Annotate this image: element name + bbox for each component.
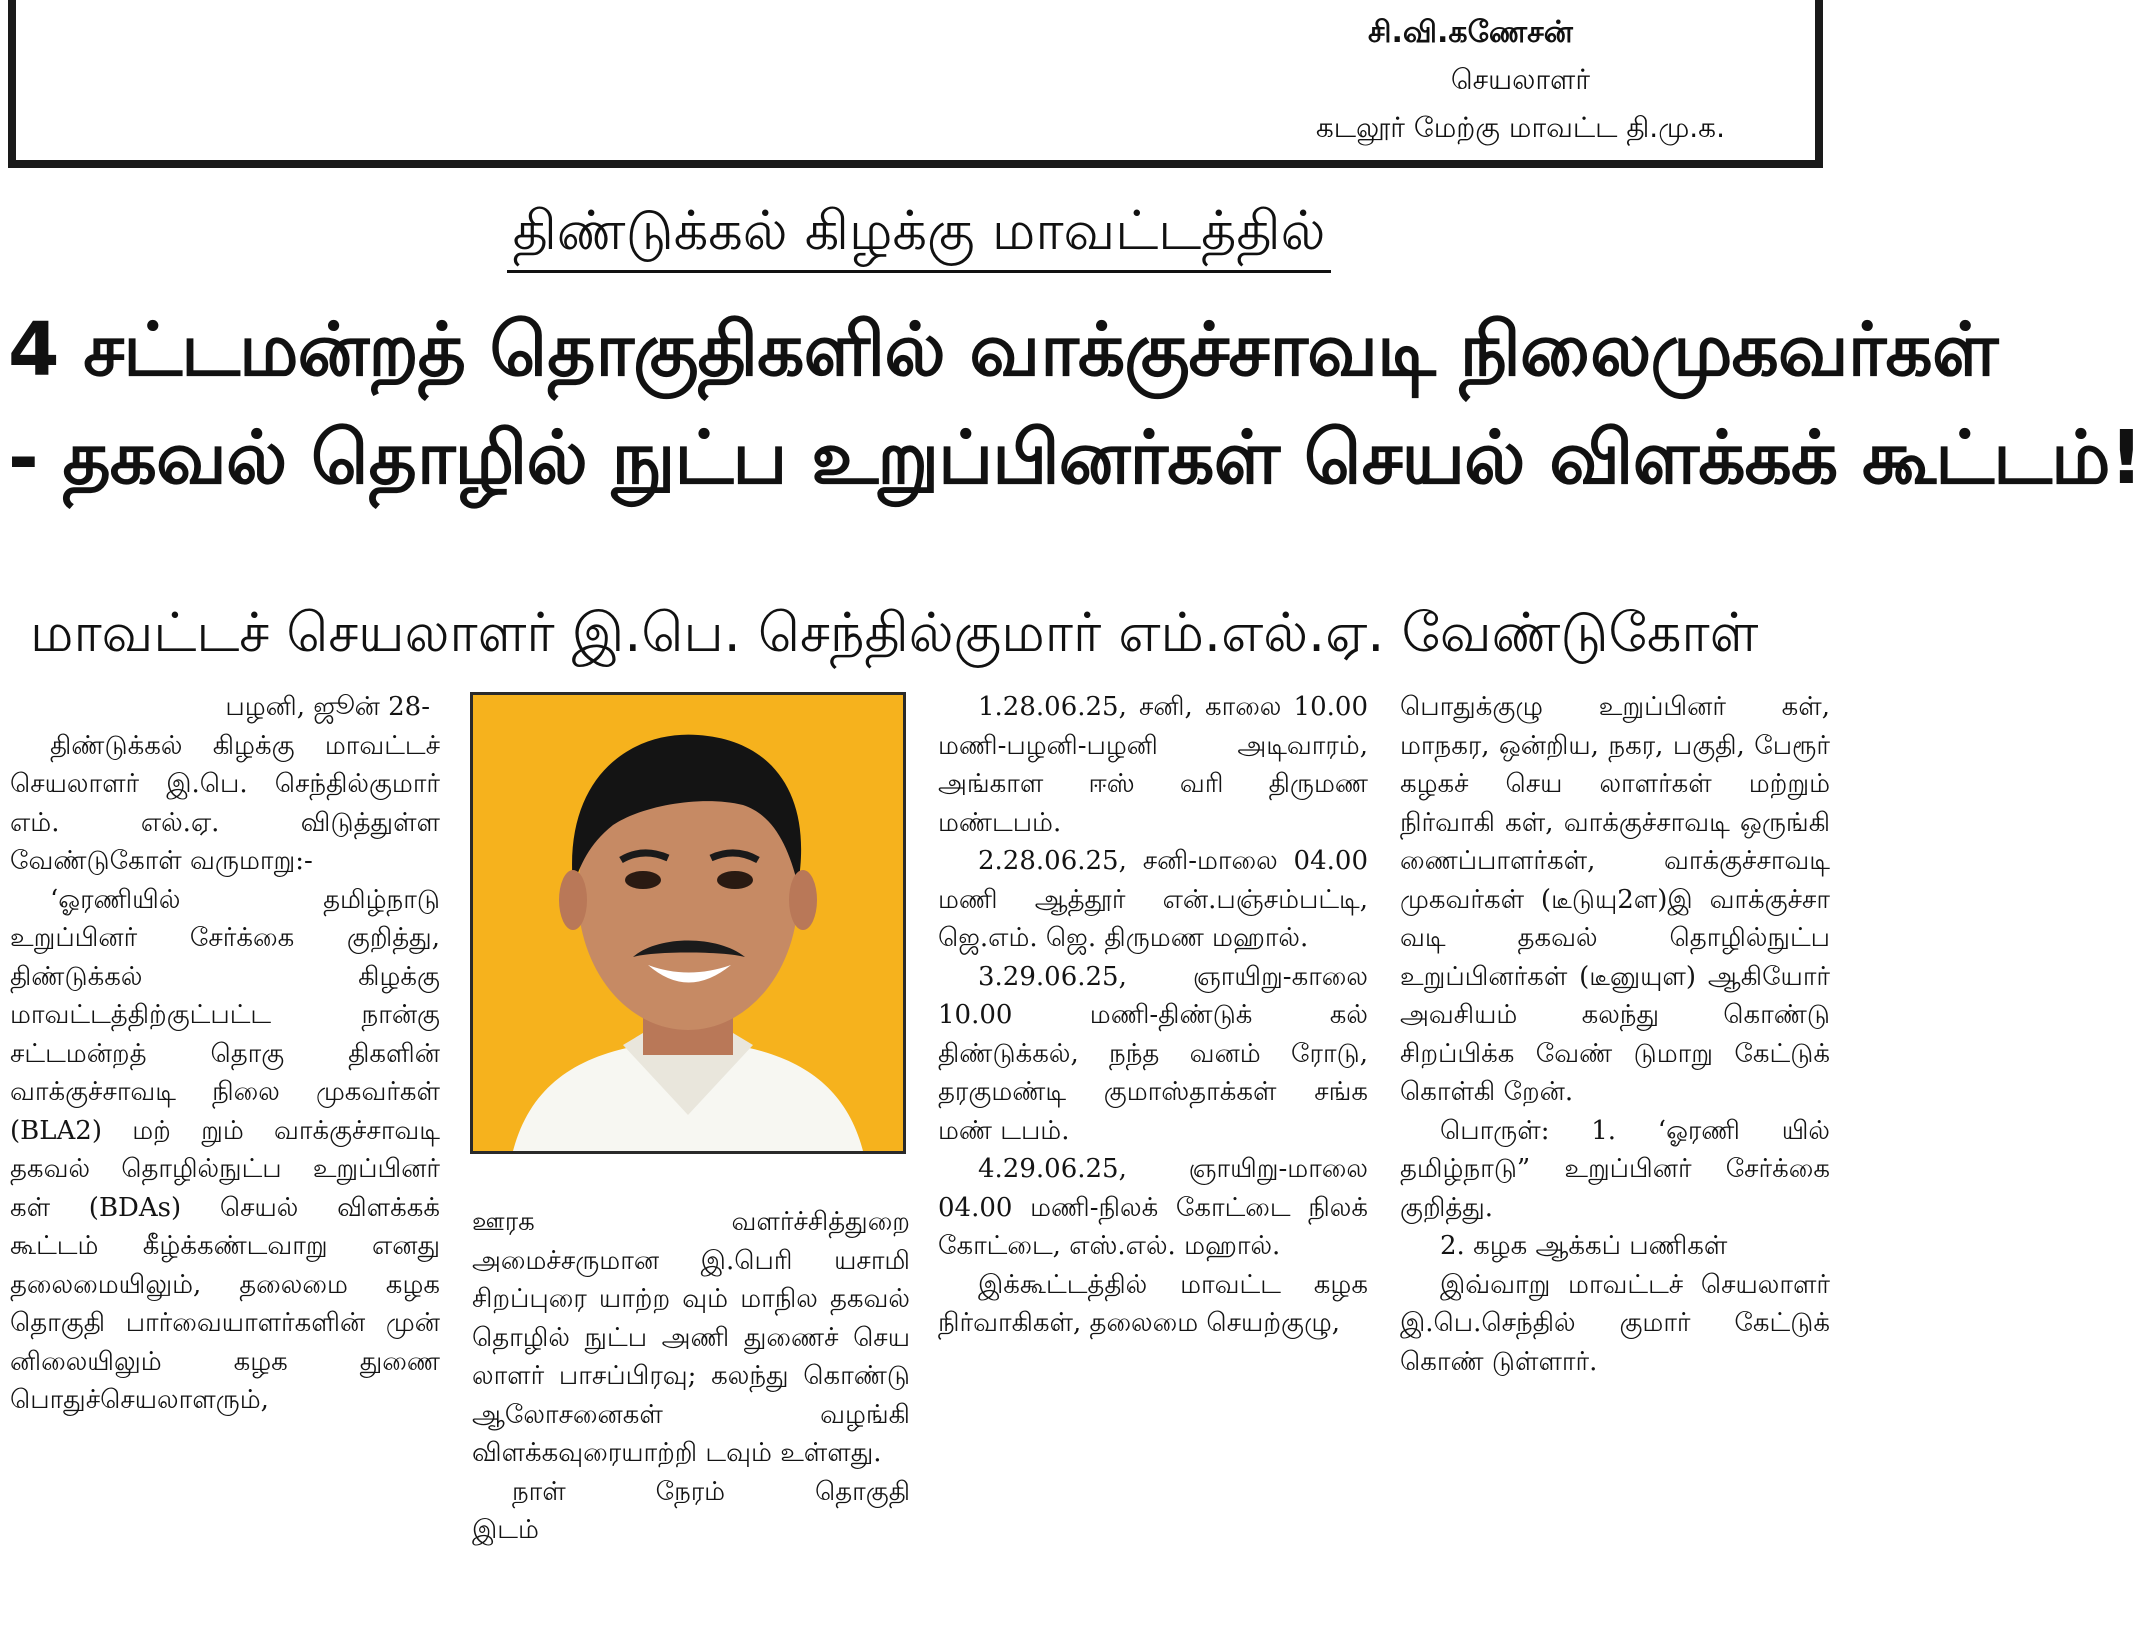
- schedule-table-header: [472, 1473, 910, 1512]
- paragraph: பொதுக்குழு உறுப்பினர் கள், மாநகர, ஒன்றிய, நகர, பகுதி, பேரூர் கழகச் செய லாளர்கள் மற்றும் நிர்வாகி கள், வாக்குச்சாவடி ஒருங்கி ணைப்பாளர்கள், வாக்குச்சாவடி முகவர்கள் (டீடுயு2ள)இ வாக்குச்சா வடி தகவல் தொழில்நுட்ப உறுப்பினர்கள் (டீனுயுள) ஆகியோர் அவசியம் கலந்து கொண்டு சிறப்பிக்க வேண் டுமாறு கேட்டுக் கொள்கி றேன்.: [1400, 692, 1830, 1107]
- paragraph: இவ்வாறு மாவட்டச் செயலாளர் இ.பெ.செந்தில் குமார் கேட்டுக் கொண் டுள்ளார்.: [1400, 1269, 1830, 1377]
- article-column-1: [10, 688, 440, 1420]
- kicker-heading: [0, 196, 1838, 273]
- table-header-date: நாள்: [512, 1476, 566, 1507]
- portrait-photo: [470, 692, 906, 1154]
- subheadline: மாவட்டச் செயலாளர் இ.பெ. செந்தில்குமார் எம்.எல்.ஏ. வேண்டுகோள்: [30, 601, 1759, 664]
- table-header-venue: இடம்: [472, 1515, 539, 1545]
- article-column-3: [938, 688, 1368, 1343]
- kicker-text: திண்டுக்கல் கிழக்கு மாவட்டத்தில்: [507, 196, 1332, 273]
- schedule-item: 3.29.06.25, ஞாயிறு-காலை 10.00 மணி-திண்டுக் கல் திண்டுக்கல், நந்த வனம் ரோடு, தரகுமண்டி குமாஸ்தாக்கள் சங்க மண் டபம்.: [938, 961, 1368, 1146]
- schedule-item: 1.28.06.25, சனி, காலை 10.00 மணி-பழனி-பழனி அடிவாரம், அங்காள ஈஸ் வரி திருமண மண்டபம்.: [938, 692, 1368, 838]
- paragraph: இக்கூட்டத்தில் மாவட்ட கழக நிர்வாகிகள், தலைமை செயற்குழு,: [938, 1269, 1368, 1338]
- paragraph: திண்டுக்கல் கிழக்கு மாவட்டச் செயலாளர் இ.பெ. செந்தில்குமார் எம். எல்.ஏ. விடுத்துள்ள வேண்டுகோள் வருமாறு:-: [10, 730, 440, 876]
- previous-article-box: [8, 0, 1823, 168]
- article-column-2: [472, 1203, 910, 1550]
- signature-name: சி.வி.கணேசன்: [1368, 15, 1573, 50]
- paragraph: பொருள்: 1. ‘ஓரணி யில் தமிழ்நாடு” உறுப்பினர் சேர்க்கை குறித்து.: [1400, 1115, 1830, 1223]
- dateline: பழனி, ஜூன் 28-: [225, 692, 430, 722]
- headline-line-2: - தகவல் தொழில் நுட்ப உறுப்பினர்கள் செயல் விளக்கக் கூட்டம்!: [8, 415, 2142, 501]
- paragraph: ஊரக வளர்ச்சித்துறை அமைச்சருமான இ.பெரி யசாமி சிறப்புரை யாற்ற வும் மாநில தகவல் தொழில் நுட்ப அணி துணைச் செய லாளர் பாசப்பிரவு; கலந்து கொண்டு ஆலோசனைகள் வழங்கி விளக்கவுரையாற்றி டவும் உள்ளது.: [472, 1207, 910, 1468]
- headline: [8, 296, 2142, 512]
- signature-role: செயலாளர்: [1450, 63, 1590, 96]
- schedule-item: 2.28.06.25, சனி-மாலை 04.00 மணி ஆத்தூர் என்.பஞ்சம்பட்டி, ஜெ.எம். ஜெ. திருமண மஹால்.: [938, 846, 1368, 953]
- article-column-4: [1400, 688, 1830, 1381]
- signature-block: [1316, 10, 1725, 152]
- signature-org: கடலூர் மேற்கு மாவட்ட தி.மு.க.: [1315, 111, 1725, 144]
- table-header-constituency: தொகுதி: [814, 1476, 910, 1507]
- headline-line-1: 4 சட்டமன்றத் தொகுதிகளில் வாக்குச்சாவடி நிலைமுகவர்கள்: [8, 307, 1998, 393]
- schedule-item: 4.29.06.25, ஞாயிறு-மாலை 04.00 மணி-நிலக் கோட்டை நிலக் கோட்டை, எஸ்.எல். மஹால்.: [938, 1154, 1368, 1261]
- paragraph: 2. கழக ஆக்கப் பணிகள்: [1440, 1231, 1728, 1261]
- table-header-time: நேரம்: [655, 1476, 726, 1507]
- portrait-illustration: [473, 695, 903, 1151]
- paragraph: ‘ஓரணியில் தமிழ்நாடு உறுப்பினர் சேர்க்கை குறித்து, திண்டுக்கல் கிழக்கு மாவட்டத்திற்குட்பட்ட நான்கு சட்டமன்றத் தொகு திகளின் வாக்குச்சாவடி நிலை முகவர்கள் (BLA2) மற் றும் வாக்குச்சாவடி தகவல் தொழில்நுட்ப உறுப்பினர் கள் (BDAs) செயல் விளக்கக் கூட்டம் கீழ்க்கண்டவாறு எனது தலைமையிலும், தலைமை கழக தொகுதி பார்வையாளர்களின் முன் னிலையிலும் கழக துணை பொதுச்செயலாளரும்,: [10, 884, 440, 1415]
